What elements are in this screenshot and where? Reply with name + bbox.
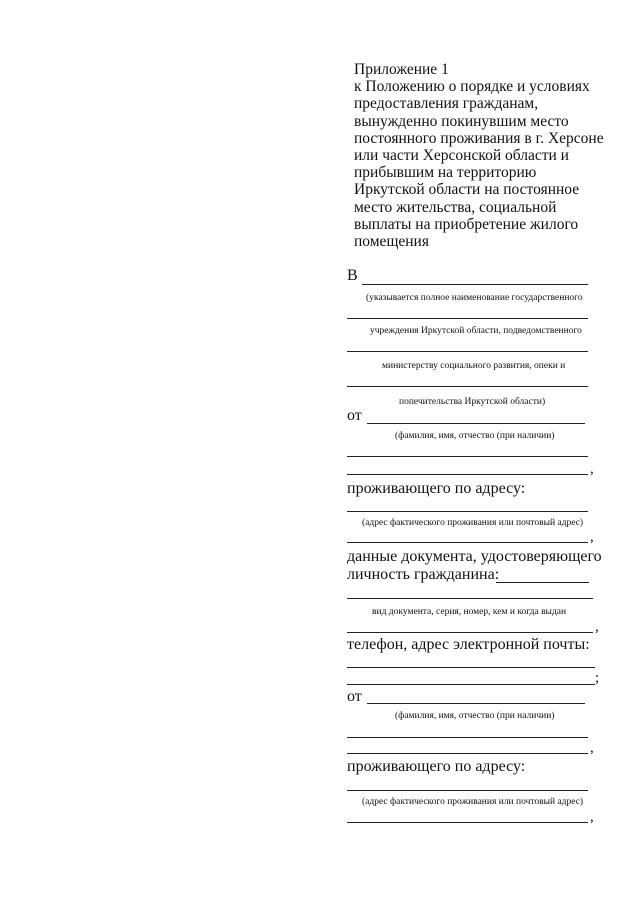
heading-line: Иркутской области на постоянное — [354, 181, 580, 199]
id-doc-field-line[interactable] — [347, 632, 593, 633]
to-prefix: В — [347, 267, 358, 284]
institution-field-line[interactable] — [347, 318, 588, 319]
address-hint: (адрес фактического проживания или почтовый адрес) — [362, 518, 584, 528]
comma: , — [590, 740, 594, 756]
address2-hint: (адрес фактического проживания или почтовый адрес) — [362, 797, 584, 807]
residing-label: проживающего по адресу: — [347, 480, 526, 497]
id-doc-label: личность гражданина: — [347, 566, 500, 583]
heading-line: прибывшим на территорию — [354, 164, 537, 182]
fio-field-line[interactable] — [367, 423, 585, 424]
heading-line: или части Херсонской области и — [354, 147, 569, 165]
comma: , — [590, 529, 594, 545]
address-field-line[interactable] — [347, 511, 588, 512]
comma: , — [590, 461, 594, 477]
contacts-label: телефон, адрес электронной почты: — [347, 636, 590, 653]
fio2-field-line[interactable] — [367, 703, 585, 704]
fio2-field-line[interactable] — [347, 753, 588, 754]
id-doc-field-line[interactable] — [347, 598, 593, 599]
comma: , — [595, 619, 599, 635]
comma: , — [590, 809, 594, 825]
institution-hint: министерству социального развития, опеки и — [382, 361, 566, 371]
heading-line: Приложение 1 — [354, 61, 449, 78]
id-doc-hint: вид документа, серия, номер, кем и когда выдан — [372, 607, 567, 617]
contacts-field-line[interactable] — [347, 667, 595, 668]
fio-field-line[interactable] — [347, 474, 588, 475]
fio2-field-line[interactable] — [347, 737, 588, 738]
appendix-heading — [354, 61, 624, 250]
from-prefix: от — [347, 407, 362, 424]
heading-line: вынужденно покинувшим место — [354, 112, 569, 130]
heading-line: выплаты на приобретение жилого — [354, 215, 579, 233]
heading-line: к Положению о порядке и условиях — [354, 78, 590, 96]
institution-hint: (указывается полное наименование государственного — [366, 293, 583, 303]
institution-field-line[interactable] — [347, 351, 588, 352]
address-field-line[interactable] — [347, 542, 588, 543]
address2-field-line[interactable] — [347, 790, 588, 791]
contacts-field-line[interactable] — [347, 684, 595, 685]
address2-field-line[interactable] — [347, 822, 588, 823]
semicolon: ; — [595, 670, 600, 686]
institution-hint: учреждения Иркутской области, подведомственного — [370, 326, 582, 336]
fio-field-line[interactable] — [347, 456, 588, 457]
id-doc-field-line[interactable] — [496, 582, 589, 583]
id-doc-label: данные документа, удостоверяющего — [347, 548, 602, 565]
institution-hint: попечительства Иркутской области) — [399, 397, 546, 407]
institution-field-line[interactable] — [347, 386, 588, 387]
fio2-hint: (фамилия, имя, отчество (при наличии) — [395, 711, 555, 721]
from2-prefix: от — [347, 688, 362, 705]
residing2-label: проживающего по адресу: — [347, 758, 526, 775]
heading-line: предоставления гражданам, — [354, 95, 539, 113]
institution-field-line[interactable] — [362, 284, 588, 285]
fio-hint: (фамилия, имя, отчество (при наличии) — [395, 431, 555, 441]
heading-line: помещения — [354, 233, 429, 251]
heading-line: место жительства, социальной — [354, 198, 557, 216]
heading-line: постоянного проживания в г. Херсоне — [354, 129, 604, 147]
